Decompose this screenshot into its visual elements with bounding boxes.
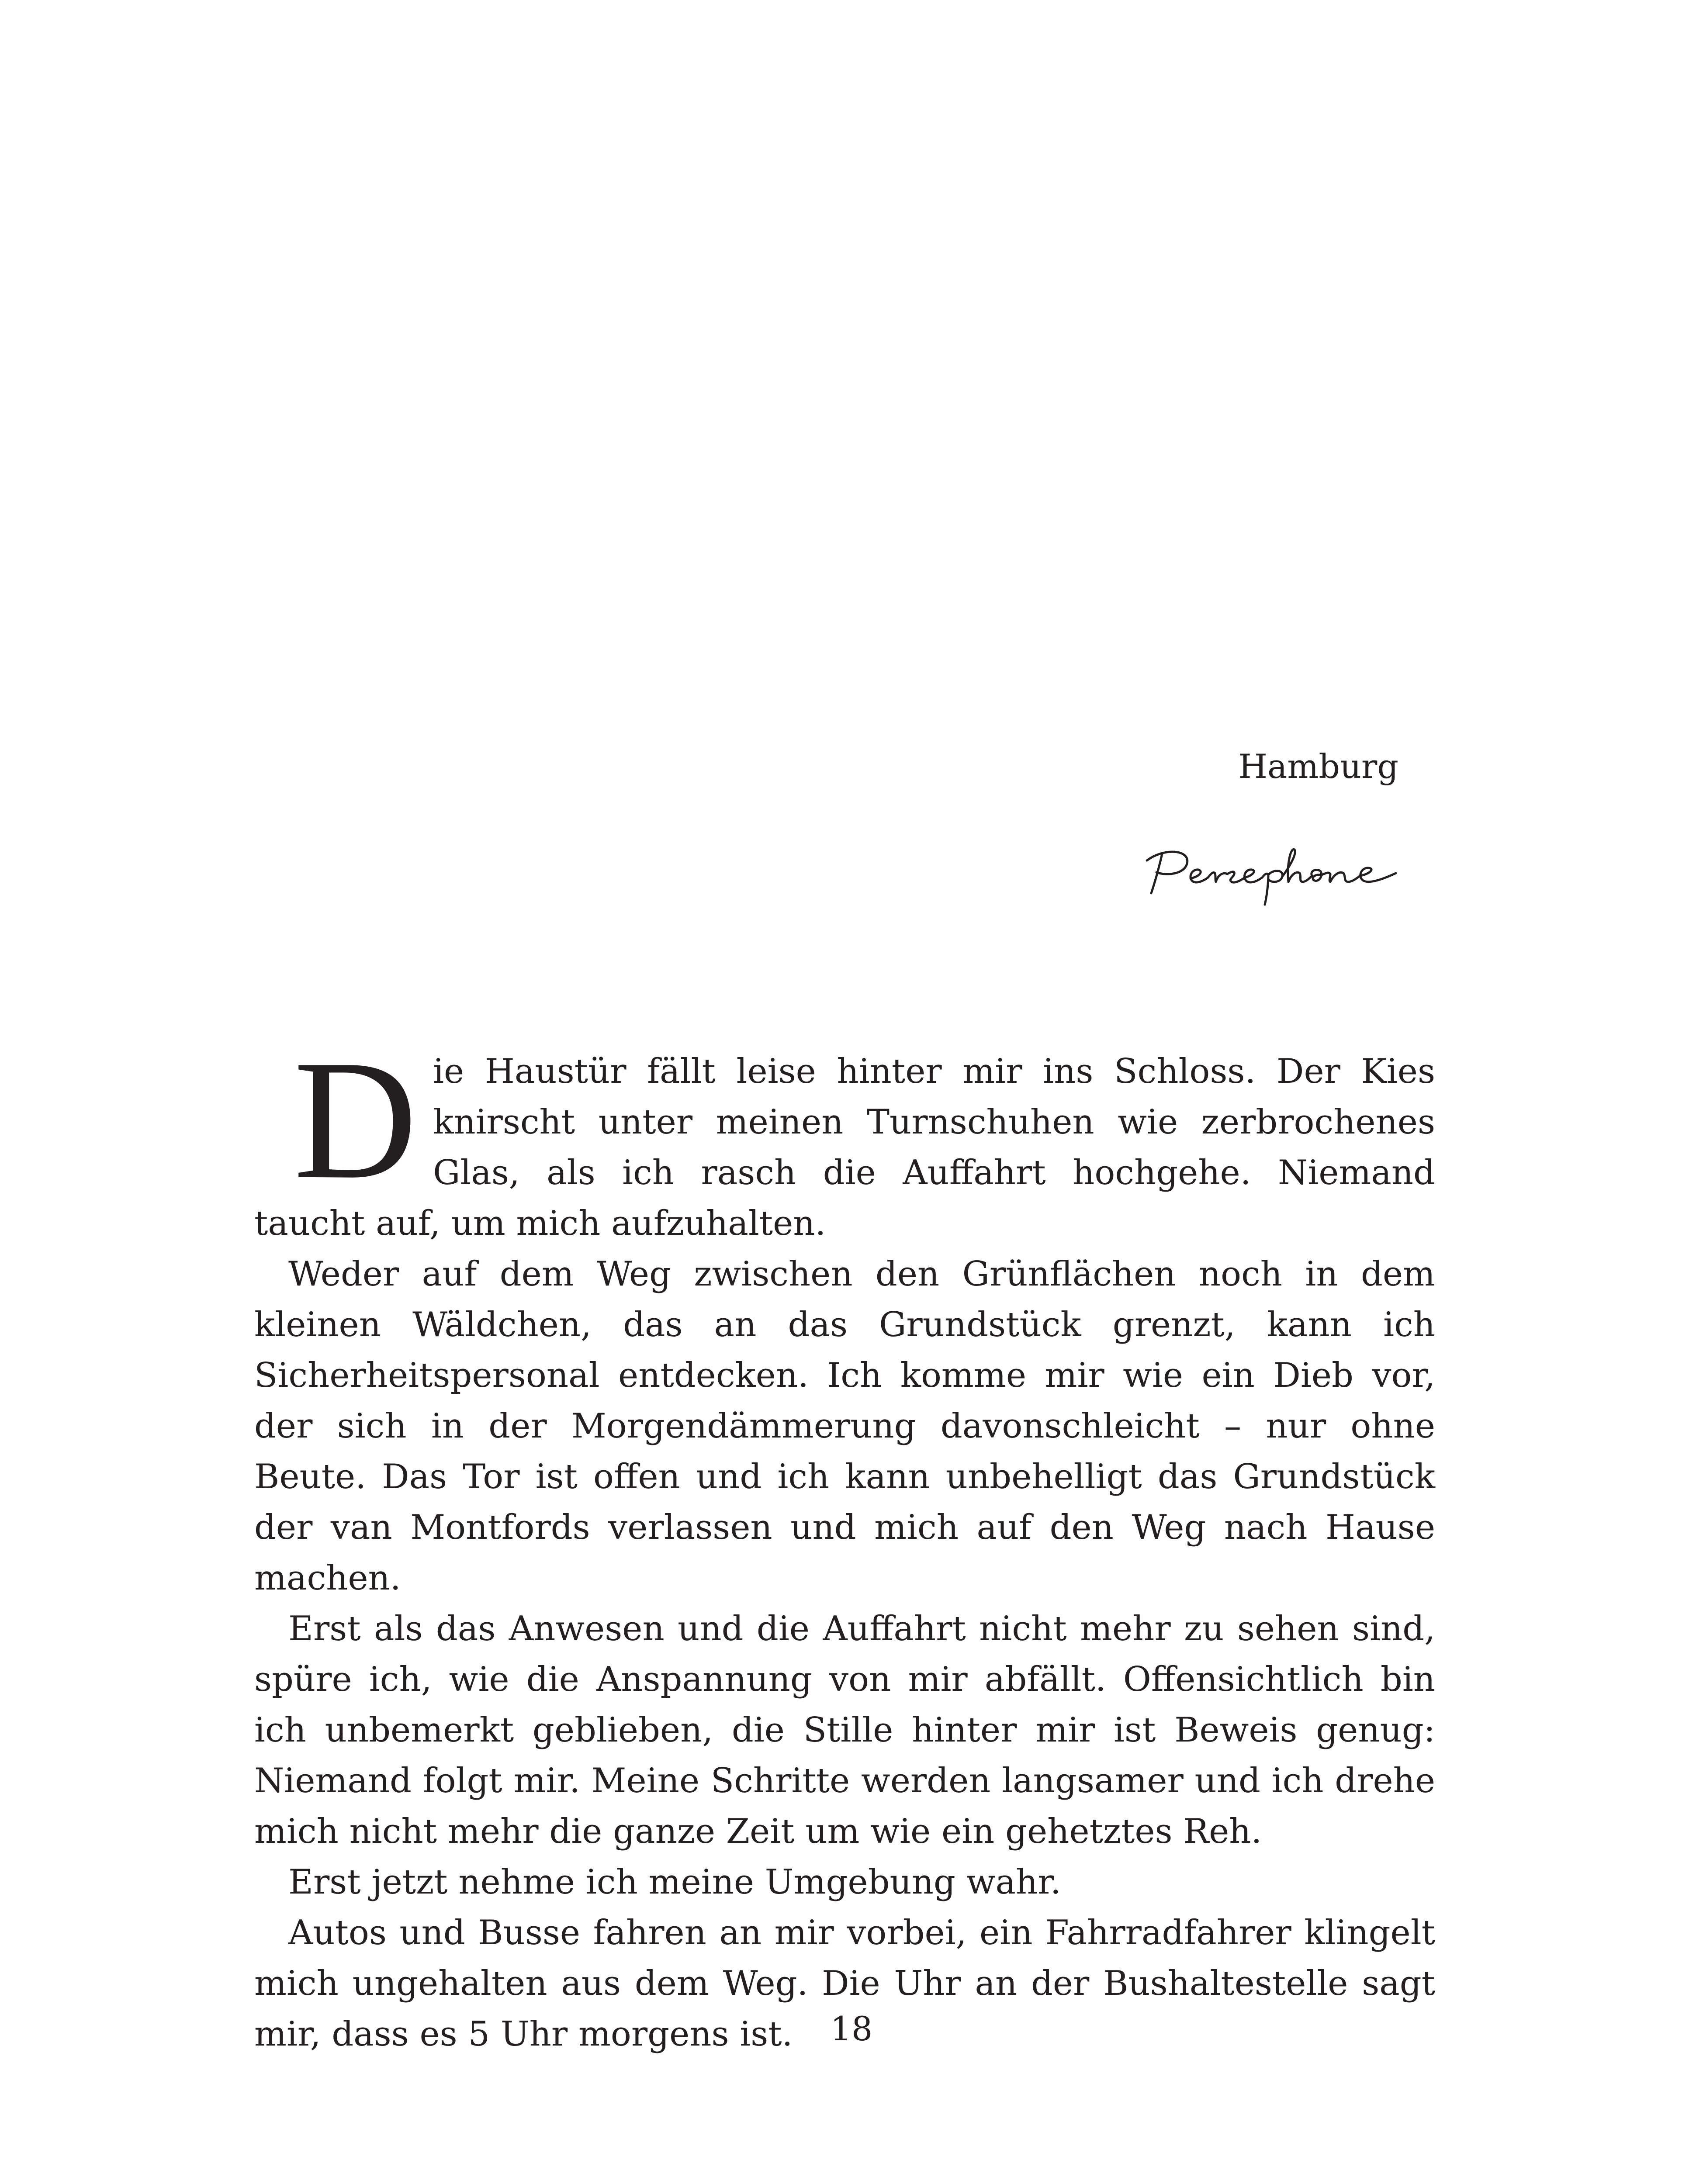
page-number: 18 [830,2009,873,2048]
paragraph-1-text: ie Haustür fällt leise hinter mir ins Schloss. Der Kies knirscht unter meinen Turnschuhen wie zerbrochenes Glas, als ich rasch die Auffahrt hochgehe. Niemand taucht auf, um mich aufzuhalten. [254,1052,1435,1243]
signature-text [1138,906,1139,907]
chapter-body-text [254,1025,1435,2060]
paragraph-5: Autos und Busse fahren an mir vorbei, ein Fahrradfahrer klingelt mich ungehalten aus dem Weg. Die Uhr an der Bushaltestelle sagt mir, dass es 5 Uhr morgens ist. [254,1913,1435,2054]
signature-script-icon [1138,836,1409,906]
paragraph-3: Erst als das Anwesen und die Auffahrt nicht mehr zu sehen sind, spüre ich, wie die Anspannung von mir abfällt. Offensichtlich bin ich unbemerkt geblieben, die Stille hinter mir ist Beweis genug: Niemand folgt mir. Meine Schritte werden langsamer und ich drehe mich nicht mehr die ganze Zeit um wie ein gehetztes Reh. [254,1609,1435,1851]
paragraph-1 [254,1025,1435,1249]
drop-cap: D [294,1025,418,1214]
paragraph-4: Erst jetzt nehme ich meine Umgebung wahr. [288,1863,1061,1902]
narrator-signature [1138,836,1409,906]
paragraph-2: Weder auf dem Weg zwischen den Grünflächen noch in dem kleinen Wäldchen, das an das Grundstück grenzt, kann ich Sicherheitspersonal entdecken. Ich komme mir wie ein Dieb vor, der sich in der Morgendämmerung davonschleicht – nur ohne Beute. Das Tor ist offen und ich kann unbehelligt das Grundstück der van Montfords verlassen und mich auf den Weg nach Hause machen. [254,1254,1435,1598]
chapter-location-heading: Hamburg [1238,747,1398,786]
